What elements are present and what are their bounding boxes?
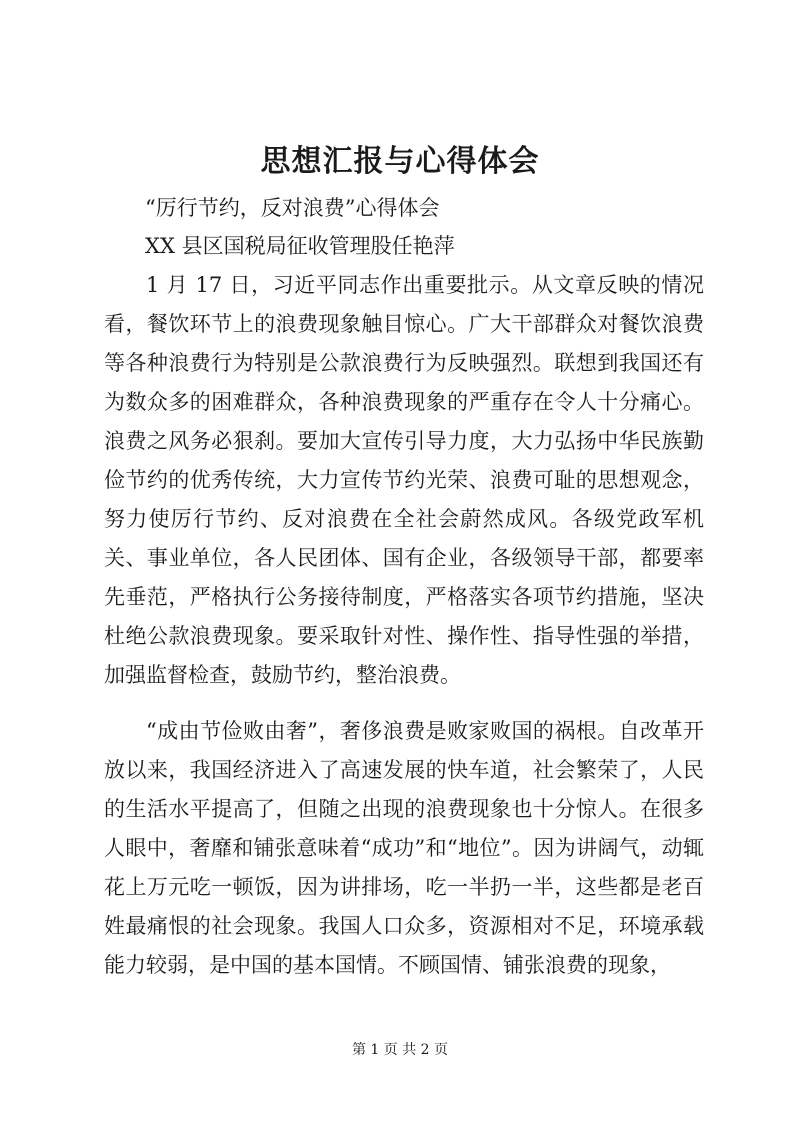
paragraph-2: “成由节俭败由奢”，奢侈浪费是败家败国的祸根。自改革开放以来，我国经济进入了高速发展的快车道，社会繁荣了，人民的生活水平提高了，但随之出现的浪费现象也十分惊人。在很多人眼中，奢靡和铺张意味着“成功”和“地位”。因为讲阔气，动辄花上万元吃一顿饭，因为讲排场，吃一半扔一半，这些都是老百姓最痛恨的社会现象。我国人口众多，资源相对不足，环境承载能力较弱，是中国的基本国情。不顾国情、铺张浪费的现象， bbox=[104, 719, 704, 977]
paragraph-1: 1 月 17 日，习近平同志作出重要批示。从文章反映的情况看，餐饮环节上的浪费现象触目惊心。广大干部群众对餐饮浪费等各种浪费行为特别是公款浪费行为反映强烈。联想到我国还有为数众多的困难群众，各种浪费现象的严重存在令人十分痛心。浪费之风务必狠刹。要加大宣传引导力度，大力弘扬中华民族勤俭节约的优秀传统，大力宣传节约光荣、浪费可耻的思想观念，努力使厉行节约、反对浪费在全社会蔚然成风。各级党政军机关、事业单位，各人民团体、国有企业，各级领导干部，都要率先垂范，严格执行公务接待制度，严格落实各项节约措施，坚决杜绝公款浪费现象。要采取针对性、操作性、指导性强的举措，加强监督检查，鼓励节约，整治浪费。 bbox=[104, 273, 704, 687]
page-footer: 第 1 页 共 2 页 bbox=[351, 1042, 449, 1058]
document-subtitle: “厉行节约，反对浪费”心得体会 bbox=[145, 196, 440, 220]
document-title: 思想汇报与心得体会 bbox=[260, 144, 540, 179]
author-line: XX 县区国税局征收管理股任艳萍 bbox=[145, 234, 455, 258]
